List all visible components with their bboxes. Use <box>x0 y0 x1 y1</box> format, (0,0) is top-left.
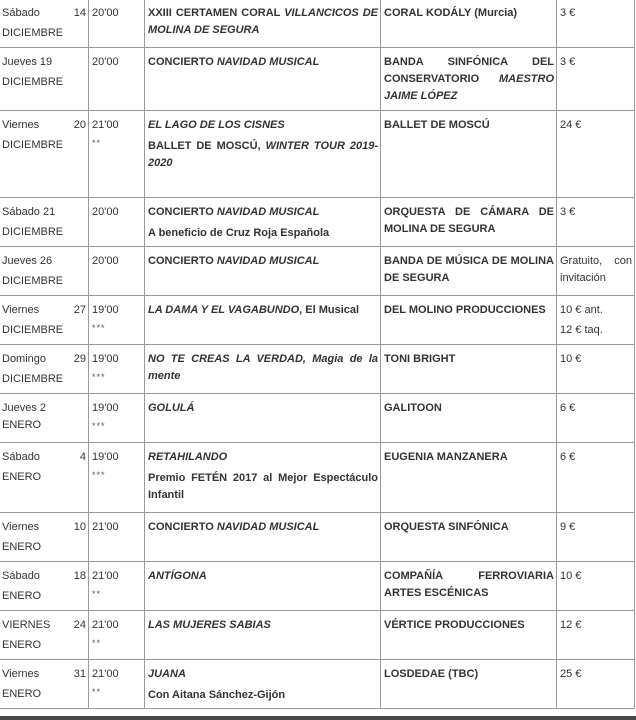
event-title-part: XXIII CERTAMEN CORAL <box>148 7 285 19</box>
event-day-number: 24 <box>73 619 86 631</box>
event-title-cell <box>145 111 381 198</box>
event-time: 19'00 <box>92 402 119 414</box>
event-subtitle-part: BALLET DE MOSCÚ, <box>148 140 266 152</box>
event-date-cell <box>0 562 89 611</box>
event-subtitle-part: WINTER TOUR 2019-2020 <box>148 140 378 169</box>
event-date-cell <box>0 48 89 111</box>
event-month: ENERO <box>2 541 42 553</box>
event-price-cell <box>557 394 635 443</box>
event-price-cell <box>557 345 635 394</box>
event-subtitle-part: Premio FETÉN 2017 al Mejor Espectáculo Infantil <box>148 472 378 501</box>
event-date-cell <box>0 198 89 247</box>
event-performer-cell <box>381 562 557 611</box>
event-title-part: VILLANCICOS DE MOLINA DE SEGURA <box>148 7 378 36</box>
event-date-line <box>2 400 86 434</box>
event-performer-cell <box>381 198 557 247</box>
event-date-line <box>2 117 86 134</box>
event-performer-cell <box>381 611 557 660</box>
event-month: DICIEMBRE <box>2 373 64 385</box>
event-title-cell <box>145 345 381 394</box>
event-time-cell <box>89 611 145 660</box>
event-title-part: NAVIDAD MUSICAL <box>216 56 320 68</box>
event-performer-part: BANDA DE MÚSICA DE MOLINA DE SEGURA <box>384 255 554 284</box>
event-performer <box>384 400 554 417</box>
event-title-part: CONCIERTO <box>148 206 217 218</box>
event-row <box>0 345 635 394</box>
event-row <box>0 296 635 345</box>
event-performer-part: CORAL KODÁLY (Murcia) <box>384 7 518 19</box>
event-performer-part: BALLET DE MOSCÚ <box>384 119 490 131</box>
event-date-cell <box>0 345 89 394</box>
event-price-cell <box>557 513 635 562</box>
event-date-cell <box>0 111 89 198</box>
event-performer <box>384 5 554 22</box>
event-day-label: Jueves 19 <box>2 56 53 68</box>
event-note-marker: ** <box>92 589 102 599</box>
event-performer <box>384 351 554 368</box>
event-row <box>0 0 635 48</box>
event-price-cell <box>557 296 635 345</box>
event-price: 12 € <box>560 619 582 631</box>
event-time-cell <box>89 394 145 443</box>
event-subtitle <box>148 225 378 242</box>
event-performer-cell <box>381 48 557 111</box>
event-performer-cell <box>381 660 557 709</box>
event-performer-part: GALITOON <box>384 402 442 414</box>
event-title-part: LAS MUJERES SABIAS <box>148 619 271 631</box>
event-note-marker: ** <box>92 138 102 148</box>
event-title-part: NAVIDAD MUSICAL <box>216 255 320 267</box>
event-title-part: CONCIERTO <box>148 56 217 68</box>
event-date-line <box>2 253 86 270</box>
event-month: ENERO <box>2 688 42 700</box>
event-title-cell <box>145 247 381 296</box>
event-price: 10 € <box>560 570 582 582</box>
event-day-label: Domingo <box>2 353 47 365</box>
event-month: DICIEMBRE <box>2 226 64 238</box>
event-day-number: 20 <box>73 119 86 131</box>
event-performer-part: MAESTRO JAIME LÓPEZ <box>384 73 554 102</box>
event-date-line <box>2 449 86 466</box>
event-title-part: RETAHILANDO <box>148 451 228 463</box>
event-price: 25 € <box>560 668 582 680</box>
event-subtitle-part: Con Aitana Sánchez-Gijón <box>148 689 286 701</box>
event-day-label: Viernes <box>2 119 40 131</box>
event-date-cell <box>0 394 89 443</box>
event-price-cell <box>557 443 635 513</box>
event-price: 3 € <box>560 206 576 218</box>
event-performer-part: ORQUESTA SINFÓNICA <box>384 521 509 533</box>
event-row <box>0 198 635 247</box>
event-price: 10 € ant. <box>560 304 603 316</box>
event-title <box>148 351 378 385</box>
event-date-line <box>2 54 86 71</box>
event-day-number: 29 <box>73 353 86 365</box>
event-time-cell <box>89 660 145 709</box>
event-title <box>148 253 378 270</box>
event-title <box>148 400 378 417</box>
event-title-cell <box>145 562 381 611</box>
event-title-cell <box>145 0 381 48</box>
event-day-label: VIERNES <box>2 619 51 631</box>
event-performer-cell <box>381 345 557 394</box>
event-title <box>148 204 378 221</box>
event-price-cell <box>557 611 635 660</box>
event-date-cell <box>0 0 89 48</box>
event-day-number: 10 <box>73 521 86 533</box>
event-performer <box>384 253 554 287</box>
event-performer-cell <box>381 394 557 443</box>
event-day-label: Viernes <box>2 304 40 316</box>
event-title <box>148 449 378 466</box>
event-title-part: LA DAMA Y EL VAGABUNDO <box>148 304 300 316</box>
event-month: DICIEMBRE <box>2 139 64 151</box>
event-month: DICIEMBRE <box>2 324 64 336</box>
event-price: 9 € <box>560 521 576 533</box>
event-date-cell <box>0 660 89 709</box>
event-time-cell <box>89 0 145 48</box>
event-performer <box>384 54 554 105</box>
event-day-label: Viernes <box>2 521 40 533</box>
event-time: 21'00 <box>92 668 119 680</box>
event-note-marker: *** <box>92 323 106 333</box>
event-month: DICIEMBRE <box>2 76 64 88</box>
event-performer <box>384 302 554 319</box>
event-performer <box>384 519 554 536</box>
event-performer-part: DEL MOLINO PRODUCCIONES <box>384 304 546 316</box>
event-title-cell <box>145 513 381 562</box>
event-title <box>148 302 378 319</box>
event-title <box>148 117 378 134</box>
event-time: 19'00 <box>92 451 119 463</box>
event-time: 20'00 <box>92 7 119 19</box>
event-price-cell <box>557 562 635 611</box>
event-day-label: Jueves 2 ENERO <box>2 402 47 431</box>
event-note-marker: *** <box>92 372 106 382</box>
event-performer-part: COMPAÑÍA FERROVIARIA ARTES ESCÉNICAS <box>384 570 554 599</box>
event-row <box>0 443 635 513</box>
event-note-marker: ** <box>92 687 102 697</box>
event-price-cell <box>557 0 635 48</box>
event-time-cell <box>89 247 145 296</box>
event-title-part: CONCIERTO <box>148 521 217 533</box>
event-date-line <box>2 617 86 634</box>
event-title <box>148 519 378 536</box>
event-row <box>0 247 635 296</box>
event-subtitle <box>148 470 378 504</box>
event-title-cell <box>145 443 381 513</box>
event-date-line <box>2 5 86 22</box>
event-title-cell <box>145 198 381 247</box>
event-date-line <box>2 351 86 368</box>
event-price-cell <box>557 660 635 709</box>
event-time: 19'00 <box>92 304 119 316</box>
event-month: ENERO <box>2 471 42 483</box>
event-row <box>0 394 635 443</box>
event-day-label: Sábado 21 <box>2 206 56 218</box>
event-title-cell <box>145 48 381 111</box>
event-row <box>0 513 635 562</box>
event-note-marker: *** <box>92 470 106 480</box>
event-day-label: Jueves 26 <box>2 255 53 267</box>
event-day-label: Sábado <box>2 451 40 463</box>
event-month: ENERO <box>2 590 42 602</box>
event-price-secondary: 12 € taq. <box>560 324 603 336</box>
event-month: DICIEMBRE <box>2 275 64 287</box>
event-date-line <box>2 204 86 221</box>
event-date-cell <box>0 247 89 296</box>
event-day-number: 14 <box>73 7 86 19</box>
event-title <box>148 666 378 683</box>
event-time-cell <box>89 345 145 394</box>
event-performer-part: LOSDEDAE (TBC) <box>384 668 479 680</box>
event-performer <box>384 666 554 683</box>
event-title-part: NAVIDAD MUSICAL <box>216 521 320 533</box>
event-row <box>0 111 635 198</box>
event-time: 21'00 <box>92 570 119 582</box>
event-day-number: 18 <box>73 570 86 582</box>
event-time-cell <box>89 562 145 611</box>
event-month: ENERO <box>2 639 42 651</box>
event-performer <box>384 204 554 238</box>
event-performer-part: BANDA SINFÓNICA DEL CONSERVATORIO <box>384 56 554 85</box>
event-note-marker: ** <box>92 638 102 648</box>
event-subtitle <box>148 687 378 704</box>
bottom-scrollbar[interactable] <box>0 716 636 720</box>
event-date-cell <box>0 513 89 562</box>
event-date-cell <box>0 296 89 345</box>
event-title-cell <box>145 611 381 660</box>
event-title-part: NAVIDAD MUSICAL <box>216 206 320 218</box>
event-day-number: 27 <box>73 304 86 316</box>
event-day-number: 31 <box>73 668 86 680</box>
event-title-cell <box>145 660 381 709</box>
event-price-cell <box>557 247 635 296</box>
event-performer-cell <box>381 443 557 513</box>
event-price: 6 € <box>560 402 576 414</box>
event-date-cell <box>0 443 89 513</box>
event-price-cell <box>557 198 635 247</box>
event-performer-cell <box>381 111 557 198</box>
event-title-part: , El Musical <box>299 304 360 316</box>
event-price: Gratuito, con invitación <box>560 255 632 284</box>
event-date-line <box>2 302 86 319</box>
event-performer <box>384 449 554 466</box>
event-title <box>148 617 378 634</box>
event-row <box>0 660 635 709</box>
event-price: 24 € <box>560 119 582 131</box>
event-title-cell <box>145 296 381 345</box>
event-month: DICIEMBRE <box>2 27 64 39</box>
event-performer-cell <box>381 0 557 48</box>
event-performer <box>384 117 554 134</box>
event-title <box>148 5 378 39</box>
event-title-part: CONCIERTO <box>148 255 217 267</box>
event-date-line <box>2 568 86 585</box>
event-price: 10 € <box>560 353 582 365</box>
event-performer-part: ORQUESTA DE CÁMARA DE MOLINA DE SEGURA <box>384 206 554 235</box>
event-time: 20'00 <box>92 255 119 267</box>
event-time: 21'00 <box>92 619 119 631</box>
event-performer-cell <box>381 513 557 562</box>
event-performer-part: EUGENIA MANZANERA <box>384 451 508 463</box>
event-performer-part: VÉRTICE PRODUCCIONES <box>384 619 525 631</box>
event-day-label: Sábado <box>2 570 40 582</box>
event-day-label: Viernes <box>2 668 40 680</box>
event-performer-part: TONI BRIGHT <box>384 353 456 365</box>
event-time-cell <box>89 48 145 111</box>
event-price-cell <box>557 111 635 198</box>
event-price-cell <box>557 48 635 111</box>
event-time-cell <box>89 111 145 198</box>
event-note-marker: *** <box>92 421 106 431</box>
event-subtitle <box>148 138 378 172</box>
event-date-line <box>2 519 86 536</box>
event-performer <box>384 617 554 634</box>
event-time-cell <box>89 443 145 513</box>
event-time: 20'00 <box>92 56 119 68</box>
event-title <box>148 568 378 585</box>
event-price: 3 € <box>560 56 576 68</box>
event-title-part: EL LAGO DE LOS CISNES <box>148 119 285 131</box>
event-title <box>148 54 378 71</box>
event-time: 19'00 <box>92 353 119 365</box>
event-title-part: ANTÍGONA <box>148 570 207 582</box>
event-performer-cell <box>381 296 557 345</box>
event-performer-cell <box>381 247 557 296</box>
event-row <box>0 562 635 611</box>
event-time-cell <box>89 513 145 562</box>
event-day-number: 4 <box>79 451 86 463</box>
event-price: 6 € <box>560 451 576 463</box>
event-row <box>0 611 635 660</box>
event-day-label: Sábado <box>2 7 40 19</box>
event-time: 21'00 <box>92 521 119 533</box>
event-performer <box>384 568 554 602</box>
event-time-cell <box>89 296 145 345</box>
event-time: 21'00 <box>92 119 119 131</box>
event-row <box>0 48 635 111</box>
event-title-part: JUANA <box>148 668 186 680</box>
event-date-line <box>2 666 86 683</box>
event-date-cell <box>0 611 89 660</box>
event-subtitle-part: A beneficio de Cruz Roja Española <box>148 227 330 239</box>
event-time: 20'00 <box>92 206 119 218</box>
event-time-cell <box>89 198 145 247</box>
event-title-cell <box>145 394 381 443</box>
event-title-part: GOLULÁ <box>148 402 195 414</box>
event-title-part: NO TE CREAS LA VERDAD, Magia de la mente <box>148 353 378 382</box>
event-price: 3 € <box>560 7 576 19</box>
